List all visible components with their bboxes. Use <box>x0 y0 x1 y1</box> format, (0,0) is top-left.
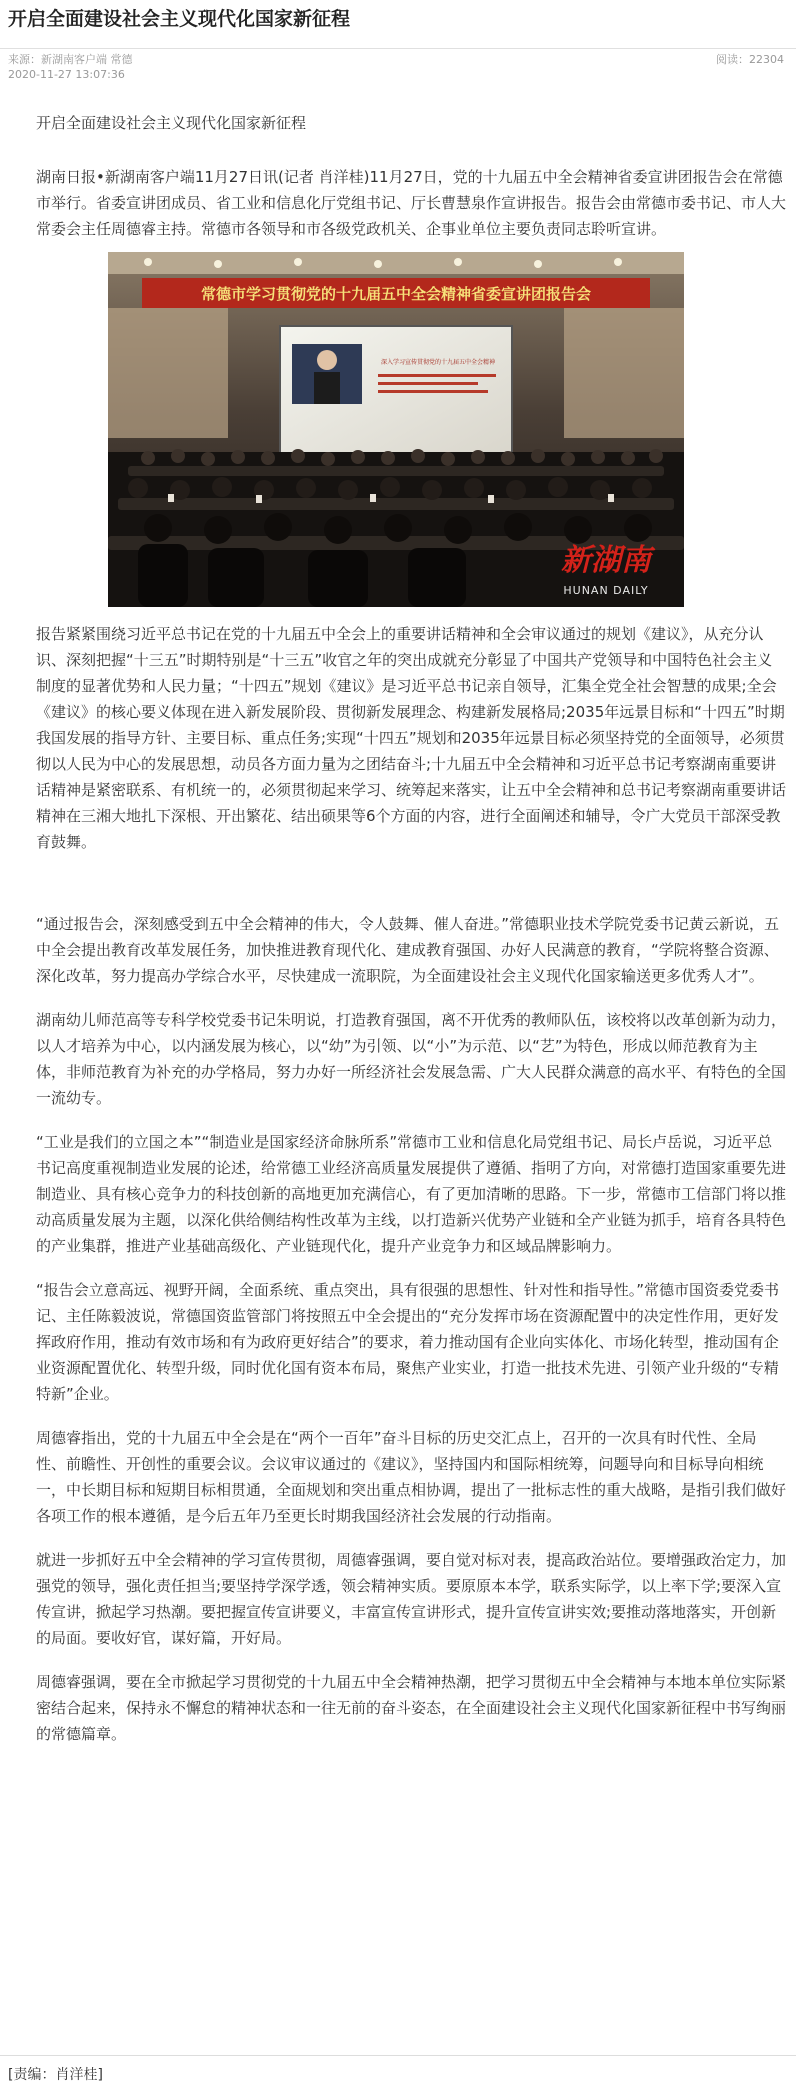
watermark-sub: HUNAN DAILY <box>563 584 649 597</box>
meeting-photo <box>108 252 684 607</box>
paragraph: “报告会立意高远、视野开阔，全面系统、重点突出，具有很强的思想性、针对性和指导性。”常德市国资委党委书记、主任陈毅波说，常德国资监管部门将按照五中全会提出的“充分发挥市场在资源配置中的决定性作用，更好发挥政府作用，推动有效市场和有为政府更好结合”的要求，着力推动国有企业向实体化、市场化转型，推动国有企业资源配置优化、转型升级，同时优化国有资本布局，聚焦产业实业，打造一批技术先进、引领产业升级的“专精特新”企业。 <box>36 1281 780 1403</box>
article-meta <box>8 52 133 82</box>
paragraph: “工业是我们的立国之本”“制造业是国家经济命脉所系”常德市工业和信息化局党组书记、局长卢岳说，习近平总书记高度重视制造业发展的论述，给常德工业经济高质量发展提供了遵循、指明了方向，对常德打造国家重要先进制造业、具有核心竞争力的科技创新的高地更加充满信心，有了更加清晰的思路。下一步，常德市工信部门将以推动高质量发展为主题，以深化供给侧结构性改革为主线，以打造新兴优势产业链和全产业链为抓手，培育各具特色的产业集群，推进产业基础高级化、产业链现代化，提升产业竞争力和区域品牌影响力。 <box>36 1133 787 1255</box>
banner-text: 常德市学习贯彻党的十九届五中全会精神省委宣讲团报告会 <box>200 285 592 303</box>
spacer <box>36 873 786 911</box>
read-count <box>716 52 784 67</box>
article-title: 开启全面建设社会主义现代化国家新征程 <box>8 8 351 30</box>
article-headline-repeat: 开启全面建设社会主义现代化国家新征程 <box>36 114 307 132</box>
paragraph: “通过报告会，深刻感受到五中全会精神的伟大，令人鼓舞、催人奋进。”常德职业技术学院党委书记黄云新说，五中全会提出教育改革发展任务，加快推进教育现代化、建成教育强国、办好人民满意的教育，“学院将整合资源、深化改革，努力提高办学综合水平，尽快建成一流职院，为全面建设社会主义现代化国家输送更多优秀人才”。 <box>36 915 780 985</box>
article-source: 来源：新湖南客户端 常德 <box>8 53 133 66</box>
screen-text: 深入学习宣传贯彻党的十九届五中全会精神 <box>380 359 496 366</box>
paragraph: 周德睿强调，要在全市掀起学习贯彻党的十九届五中全会精神热潮，把学习贯彻五中全会精神与本地本单位实际紧密结合起来，保持永不懈怠的精神状态和一往无前的奋斗姿态，在全面建设社会主义现代化国家新征程中书写绚丽的常德篇章。 <box>36 1673 787 1743</box>
paragraph: 湖南日报•新湖南客户端11月27日讯(记者 肖洋桂)11月27日，党的十九届五中全会精神省委宣讲团报告会在常德市举行。省委宣讲团成员、省工业和信息化厅党组书记、厅长曹慧泉作宣讲报告。报告会由常德市委书记、市人大常委会主任周德睿主持。常德市各领导和市各级党政机关、企事业单位主要负责同志聆听宣讲。 <box>36 168 787 238</box>
article-photo <box>108 252 684 607</box>
read-count-value: 22304 <box>749 53 784 66</box>
read-count-label: 阅读： <box>716 53 749 66</box>
divider <box>0 2055 796 2056</box>
editor-credit: [责编：肖洋桂] <box>8 2067 103 2083</box>
paragraph: 就进一步抓好五中全会精神的学习宣传贯彻，周德睿强调，要自觉对标对表，提高政治站位。要增强政治定力，加强党的领导，强化责任担当;要坚持学深学透，领会精神实质。要原原本本学，联系实际学，以上率下学;要深入宣传宣讲，掀起学习热潮。要把握宣传宣讲要义，丰富宣传宣讲形式，提升宣传宣讲实效;要推动落地落实，开创新的局面。要收好官，谋好篇，开好局。 <box>36 1551 787 1647</box>
paragraph: 湖南幼儿师范高等专科学校党委书记朱明说，打造教育强国，离不开优秀的教师队伍，该校将以改革创新为动力，以人才培养为中心，以内涵发展为核心，以“幼”为引领、以“小”为示范、以“艺”为特色，形成以师范教育为主体，非师范教育为补充的办学格局，努力办好一所经济社会发展急需、广大人民群众满意的高水平、有特色的全国一流幼专。 <box>36 1011 787 1107</box>
watermark-logo: 新湖南 <box>561 543 651 578</box>
article-body <box>36 110 786 1765</box>
paragraph: 周德睿指出，党的十九届五中全会是在“两个一百年”奋斗目标的历史交汇点上，召开的一次具有时代性、全局性、前瞻性、开创性的重要会议。会议审议通过的《建议》，坚持国内和国际相统筹，问题导向和目标导向相统一，中长期目标和短期目标相贯通，全面规划和突出重点相协调，提出了一批标志性的重大战略，是指引我们做好各项工作的根本遵循，是今后五年乃至更长时期我国经济社会发展的行动指南。 <box>36 1429 787 1525</box>
divider <box>0 48 796 49</box>
paragraph: 报告紧紧围绕习近平总书记在党的十九届五中全会上的重要讲话精神和全会审议通过的规划《建议》，从充分认识、深刻把握“十三五”时期特别是“十三五”收官之年的突出成就充分彰显了中国共产党领导和中国特色社会主义制度的显著优势和人民力量；“十四五”规划《建议》是习近平总书记亲自领导，汇集全党全社会智慧的成果;全会《建议》的核心要义体现在进入新发展阶段、贯彻新发展理念、构建新发展格局;2035年远景目标和“十四五”时期我国发展的指导方针、主要目标、重点任务;实现“十四五”规划和2035年远景目标必须坚持党的全面领导，必须贯彻以人民为中心的发展思想，动员各方面力量为之团结奋斗;十九届五中全会精神和习近平总书记考察湖南重要讲话精神是紧密联系、有机统一的，必须贯彻起来学习、统筹起来落实，让五中全会精神和总书记考察湖南重要讲话精神在三湘大地扎下深根、开出繁花、结出硕果等6个方面的内容，进行全面阐述和辅导，令广大党员干部深受教育鼓舞。 <box>36 625 787 851</box>
article-datetime: 2020-11-27 13:07:36 <box>8 68 125 81</box>
